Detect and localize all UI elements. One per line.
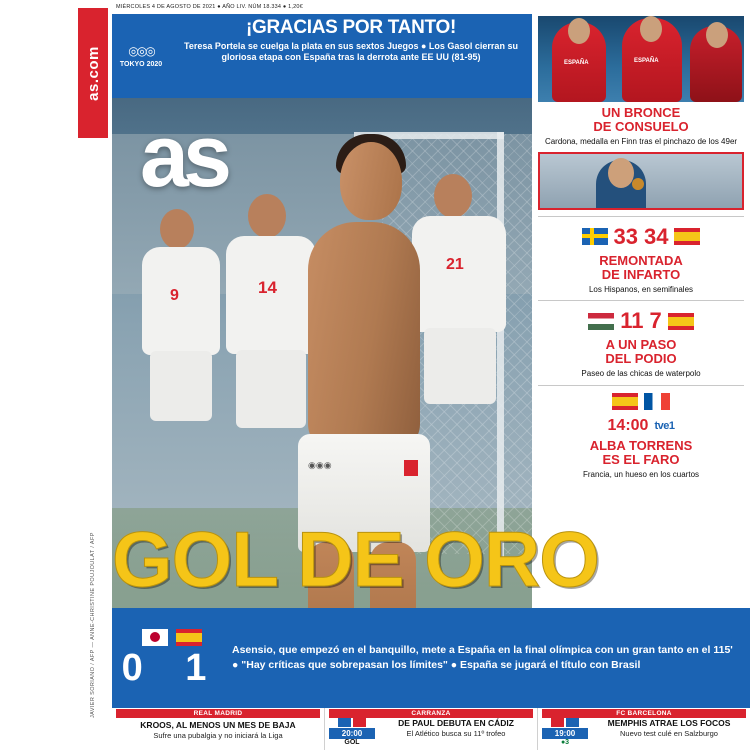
tokyo-2020-label: TOKYO 2020: [119, 61, 163, 68]
waterpolo-score-left: 11: [620, 308, 644, 333]
jersey-number: 21: [446, 256, 464, 273]
top-headline-sub: Teresa Portela se cuelga la plata en sus sextos Juegos ● Los Gasol cierran su gloriosa etapa con España tras la derrota ante EE UU (81-95): [184, 41, 518, 62]
bottom-teasers: [112, 708, 750, 750]
basket-kickoff-time: 14:00: [607, 416, 649, 434]
bronze-subtext: Cardona, medalla en Finn tras el pinchazo de los 49er: [544, 137, 738, 146]
tokyo-2020-badge: [112, 14, 170, 98]
basket-time-row: [538, 417, 744, 435]
teaser-title: MEMPHIS ATRAE LOS FOCOS: [607, 718, 731, 728]
olympic-rings-icon: ◎◎◎: [128, 44, 154, 58]
caption-text: Asensio, que empezó en el banquillo, mete a España en la final olímpica con un gran tanto en el 115' ● "Hay críticas que sobrepasan los límites" ● España se jugará el título con Brasil: [232, 644, 733, 671]
match-flags: [142, 629, 202, 646]
teaser-broadcast-box: [329, 718, 375, 746]
top-headline-title: ¡GRACIAS POR TANTO!: [246, 17, 456, 38]
jersey-number: 14: [258, 278, 277, 297]
background-player-left: [140, 209, 226, 509]
teaser-title: DE PAUL DEBUTA EN CÁDIZ: [398, 718, 514, 728]
esp-flag-icon: [674, 228, 700, 245]
handball-subtext: Los Hispanos, en semifinales: [588, 284, 694, 294]
club-badge-icon: [551, 718, 564, 727]
hero-player-torso: [308, 222, 420, 452]
as-masthead-logo: as: [140, 106, 226, 205]
basket-headline-line2: ES EL FARO: [602, 451, 680, 467]
teaser-fc-barcelona[interactable]: [537, 708, 750, 750]
match-score-block: [112, 608, 232, 708]
as-com-logo[interactable]: [78, 8, 108, 138]
esp-label: ESPAÑA: [634, 58, 659, 64]
olympic-rings-icon: ◉◉◉: [308, 460, 332, 470]
club-badge-icon: [566, 718, 579, 727]
handball-score-right: 34: [644, 223, 669, 249]
club-badge-icon: [338, 718, 351, 727]
medalist-portrait-photo: [538, 152, 744, 210]
bronze-headline-line1: UN BRONCE: [601, 105, 681, 120]
swe-flag-icon: [582, 228, 608, 245]
waterpolo-score-right: 7: [649, 308, 662, 333]
esp-flag-icon: [612, 393, 638, 410]
handball-score-left: 33: [613, 223, 638, 249]
match-score: 0 1: [121, 646, 223, 689]
jpn-flag-icon: [142, 629, 168, 646]
photo-credit: JAVIER SORIANO / AFP — ANNE-CHRISTINE POUJOULAT / AFP: [90, 532, 96, 718]
teaser-channel: GOL: [344, 739, 360, 746]
tve1-channel-logo: tve1: [654, 419, 675, 432]
teaser-sub: El Atlético busca su 11º trofeo: [406, 729, 506, 738]
waterpolo-subtext: Paseo de las chicas de waterpolo: [581, 369, 701, 378]
esp-label: ESPAÑA: [564, 60, 589, 66]
handball-headline-line2: DE INFARTO: [601, 266, 681, 282]
basket-headline-line1: ALBA TORRENS: [589, 437, 693, 453]
teaser-team-flags: [329, 718, 375, 727]
medal-icon: [632, 178, 644, 190]
waterpolo-headline-line1: A UN PASO: [605, 337, 677, 352]
hun-flag-icon: [588, 313, 614, 330]
handball-score-row: [538, 224, 744, 250]
teaser-title: KROOS, AL MENOS UN MES DE BAJA: [140, 720, 296, 730]
teaser-kickoff-time: 19:00: [542, 728, 588, 739]
right-rail: [532, 14, 750, 708]
waterpolo-score-row: [538, 308, 744, 334]
hero-player-head: [340, 142, 402, 220]
caption-bar: [112, 608, 750, 708]
club-badge-icon: [353, 718, 366, 727]
divider: [538, 300, 744, 301]
main-headline: GOL DE ORO: [112, 515, 599, 603]
waterpolo-headline-line2: DEL PODIO: [605, 351, 677, 366]
background-player-right: [412, 174, 512, 474]
teaser-team-flags: [542, 718, 588, 727]
as-com-logo-text: as.com: [84, 45, 102, 101]
teaser-tag: REAL MADRID: [116, 709, 320, 718]
top-headline-block: [170, 14, 532, 98]
teaser-channel: ●3: [560, 739, 570, 746]
divider: [538, 216, 744, 217]
teaser-tag: FC BARCELONA: [542, 709, 746, 718]
left-spine: [0, 0, 112, 750]
esp-flag-icon: [176, 629, 202, 646]
medalist-face: [608, 158, 634, 188]
sailing-photo: [538, 16, 744, 102]
teaser-kickoff-time: 20:00: [329, 728, 375, 739]
teaser-sub: Sufre una pubalgia y no iniciará la Liga: [153, 731, 283, 740]
handball-headline-line1: REMONTADA: [599, 252, 683, 268]
bronze-headline-line2: DE CONSUELO: [593, 119, 689, 134]
issue-meta-text: MIÉRCOLES 4 DE AGOSTO DE 2021 ● AÑO LIV. NÚM 18.334 ● 1,20€: [116, 4, 303, 10]
basket-flags-row: [538, 393, 744, 410]
jersey-number: 9: [170, 287, 179, 304]
teaser-real-madrid[interactable]: [112, 708, 324, 750]
basket-subtext: Francia, un hueso en los cuartos: [582, 469, 700, 479]
teaser-broadcast-box: [542, 718, 588, 746]
esp-flag-icon: [668, 313, 694, 330]
teaser-sub: Nuevo test culé en Salzburgo: [620, 729, 718, 738]
issue-meta-strip: [112, 0, 750, 14]
teaser-tag: CARRANZA: [329, 709, 533, 718]
divider: [538, 385, 744, 386]
fra-flag-icon: [644, 393, 670, 410]
spain-crest-icon: [404, 460, 418, 476]
teaser-carranza[interactable]: [324, 708, 537, 750]
